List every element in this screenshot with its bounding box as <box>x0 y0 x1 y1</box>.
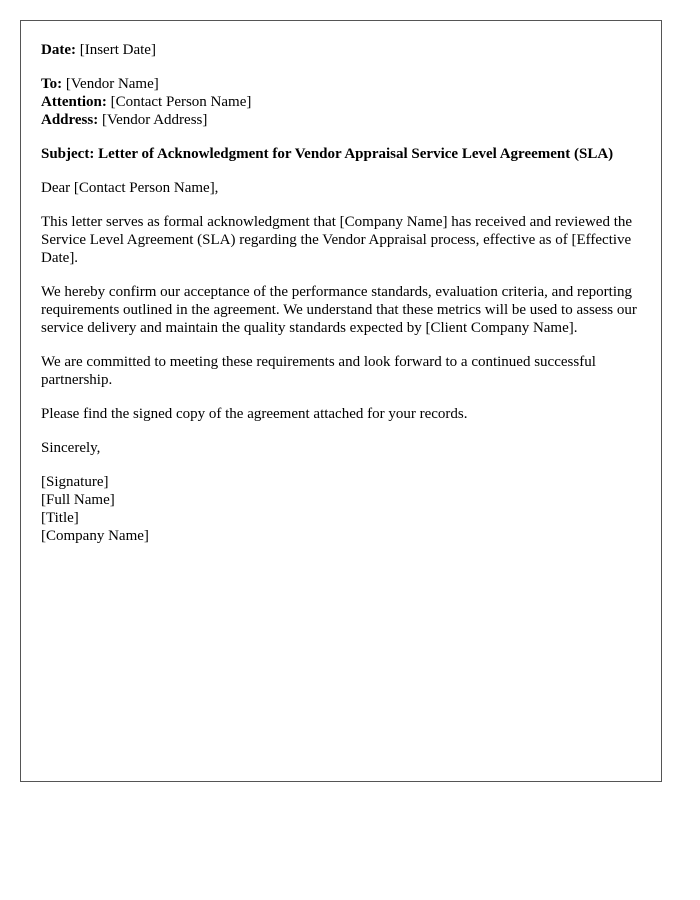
signature-block: [Signature] [Full Name] [Title] [Company Name] <box>41 474 149 544</box>
closing: Sincerely, <box>41 440 101 456</box>
body-paragraph: We are committed to meeting these requirements and look forward to a continued successful partnership. <box>41 354 596 388</box>
date-line: Date: [Insert Date] <box>41 42 156 58</box>
greeting: Dear [Contact Person Name], <box>41 180 219 196</box>
letter-page <box>20 20 662 782</box>
body-paragraph: This letter serves as formal acknowledgment that [Company Name] has received and reviewed the Service Level Agreement (SLA) regarding the Vendor Appraisal process, effective as of [Effective Date]. <box>41 214 633 266</box>
body-paragraph: We hereby confirm our acceptance of the performance standards, evaluation criteria, and reporting requirements outlined in the agreement. We understand that these metrics will be used to assess our service delivery and maintain the quality standards expected by [Client Company Name]. <box>41 284 637 336</box>
recipient-block: To: [Vendor Name] Attention: [Contact Person Name] Address: [Vendor Address] <box>41 76 252 128</box>
body-paragraph: Please find the signed copy of the agreement attached for your records. <box>41 406 468 422</box>
subject-line: Subject: Letter of Acknowledgment for Vendor Appraisal Service Level Agreement (SLA) <box>41 146 614 162</box>
